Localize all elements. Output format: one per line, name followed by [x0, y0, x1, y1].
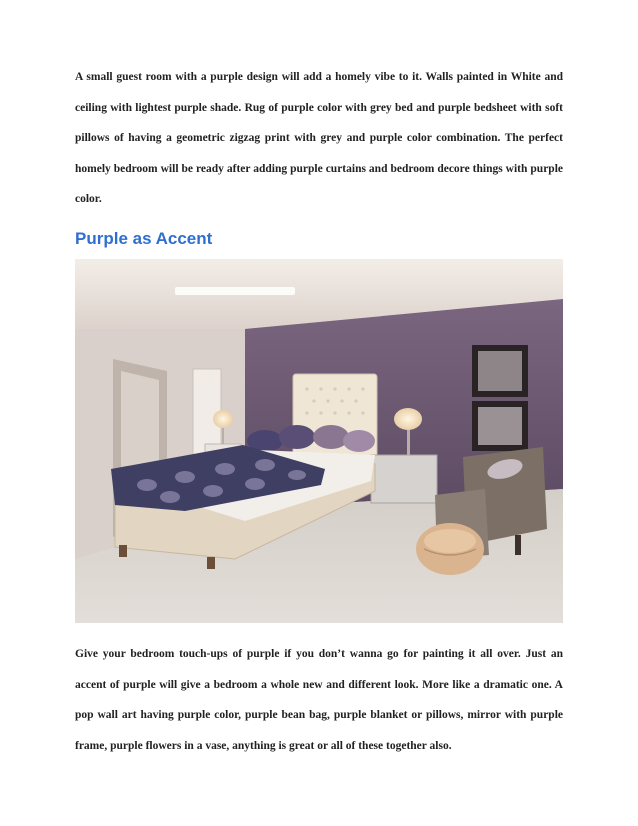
- bed-leg-left: [119, 545, 127, 557]
- lamp-right-stem: [407, 429, 410, 455]
- mirrored-nightstand: [371, 455, 437, 503]
- accent-paragraph: Give your bedroom touch-ups of purple if you don’t wanna go for painting it all over. Just an accent of purple will give a bedroom a whole new and different look. More like a dramatic one. A pop wall art having purple color, purple bean bag, purple blanket or pillows, mirror with purple frame, purple flowers in a vase, anything is great or all of these together also.: [75, 648, 563, 752]
- bed-leg-front: [207, 557, 215, 569]
- leather-pouf: [416, 523, 484, 575]
- wall-art-bottom-print: [478, 407, 522, 445]
- bedroom-photo: [75, 259, 563, 623]
- section-heading: Purple as Accent: [75, 229, 213, 248]
- lamp-left-stem: [222, 426, 224, 444]
- lamp-right: [394, 408, 422, 430]
- ceiling-light: [175, 287, 295, 295]
- wall-art-top-print: [478, 351, 522, 391]
- bedroom-illustration: [75, 259, 563, 623]
- intro-paragraph: A small guest room with a purple design will add a homely vibe to it. Walls painted in White and ceiling with lightest purple shade. Rug of purple color with grey bed and purple bedsheet with soft pillows of having a geometric zigzag print with grey and purple color combination. The perfect homely bedroom will be ready after adding purple curtains and bedroom decore things with purple color.: [75, 71, 563, 205]
- lamp-left: [213, 410, 233, 428]
